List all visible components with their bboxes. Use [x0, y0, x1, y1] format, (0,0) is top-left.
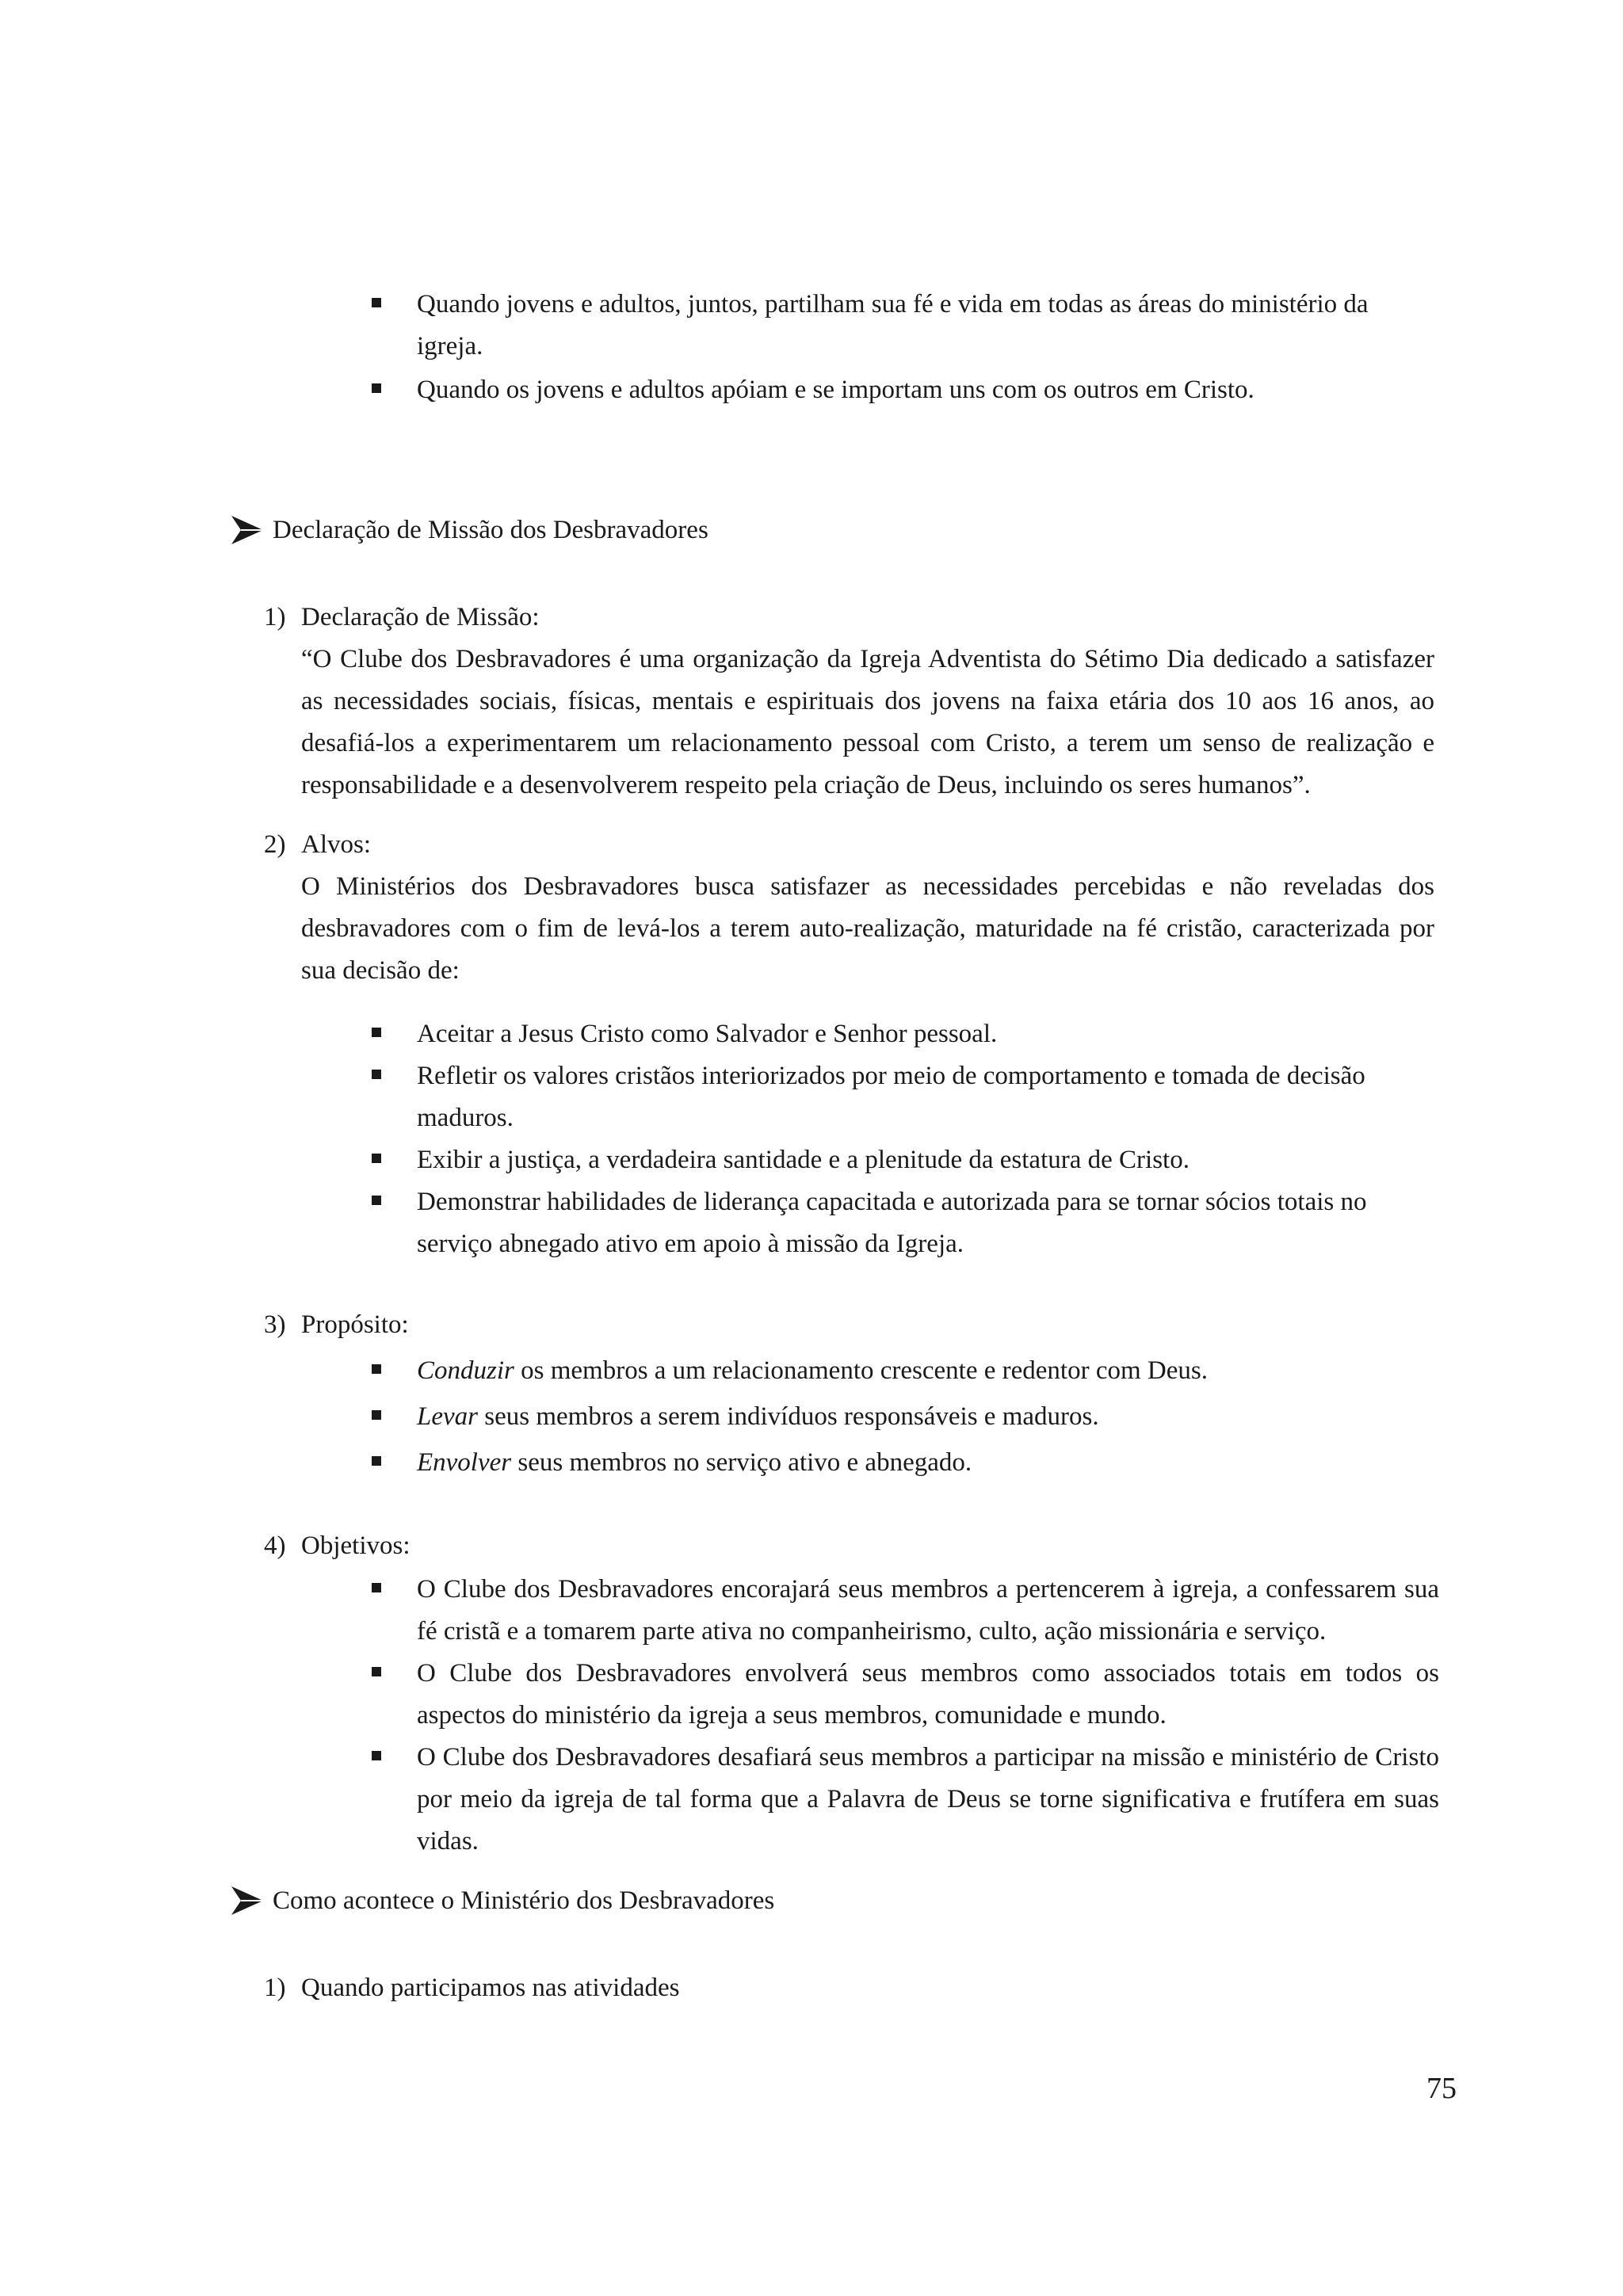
purpose-bullet-2 — [417, 1396, 1439, 1438]
goals-text: O Ministérios dos Desbravadores busca satisfazer as necessidades percebidas e não reveladas dos desbravadores com o fim de levá-los a terem auto-realização, maturidade na fé cristão, caracterizada por sua decisão de: — [301, 872, 1434, 985]
bullet-marker — [372, 383, 381, 393]
item-number: 2) — [264, 830, 286, 859]
purpose-bullet-3 — [417, 1442, 1439, 1484]
bullet-marker — [372, 1196, 381, 1205]
arrow-bullet-icon — [230, 1883, 265, 1918]
purpose-bullet-1 — [417, 1350, 1439, 1392]
bullet-marker — [372, 1154, 381, 1163]
objective-bullet-1: O Clube dos Desbravadores encorajará seus membros a pertencerem à igreja, a confessarem sua fé cristã e a tomarem parte ativa no companheirismo, culto, ação missionária e serviço. — [417, 1575, 1439, 1646]
bullet-text: seus membros a serem indivíduos responsáveis e maduros. — [478, 1402, 1099, 1431]
bullet-marker — [372, 1070, 381, 1079]
goal-bullet-4: Demonstrar habilidades de liderança capacitada e autorizada para se tornar sócios totais no serviço abnegado ativo em apoio à missão da Igreja. — [417, 1188, 1367, 1258]
top-bullet-2: Quando os jovens e adultos apóiam e se importam uns com os outros em Cristo. — [417, 376, 1254, 404]
page-number: 75 — [1426, 2072, 1457, 2105]
bullet-marker — [372, 1583, 381, 1592]
goal-bullet-3: Exibir a justiça, a verdadeira santidade e a plenitude da estatura de Cristo. — [417, 1146, 1190, 1174]
bullet-marker — [372, 298, 381, 307]
item-label: Declaração de Missão: — [301, 603, 540, 631]
bullet-marker — [372, 1364, 381, 1374]
bullet-text: seus membros no serviço ativo e abnegado. — [511, 1448, 972, 1477]
top-bullet-1: Quando jovens e adultos, juntos, partilham sua fé e vida em todas as áreas do ministério da igreja. — [417, 290, 1369, 360]
emphasis-word: Conduzir — [417, 1356, 514, 1385]
goal-bullet-2: Refletir os valores cristãos interiorizados por meio de comportamento e tomada de decisão maduros. — [417, 1062, 1365, 1132]
bullet-text: os membros a um relacionamento crescente e redentor com Deus. — [514, 1356, 1208, 1385]
bullet-marker — [372, 1751, 381, 1760]
emphasis-word: Envolver — [417, 1448, 512, 1477]
item-number: 1) — [264, 1974, 286, 2002]
arrow-bullet-icon — [230, 513, 265, 547]
item-label: Quando participamos nas atividades — [301, 1974, 680, 2002]
objective-bullet-2: O Clube dos Desbravadores envolverá seus membros como associados totais em todos os aspectos do ministério da igreja a seus membros, comunidade e mundo. — [417, 1659, 1439, 1730]
bullet-marker — [372, 1028, 381, 1037]
emphasis-word: Levar — [417, 1402, 478, 1431]
item-label: Alvos: — [301, 830, 372, 859]
bullet-marker — [372, 1410, 381, 1420]
bullet-marker — [372, 1456, 381, 1466]
goal-bullet-1: Aceitar a Jesus Cristo como Salvador e Senhor pessoal. — [417, 1020, 998, 1048]
mission-statement: “O Clube dos Desbravadores é uma organização da Igreja Adventista do Sétimo Dia dedicado a satisfazer as necessidades sociais, físicas, mentais e espirituais dos jovens na faixa etária dos 10 aos 16 anos, ao desafiá-los a experimentarem um relacionamento pessoal com Cristo, a terem um senso de realização e responsabilidade e a desenvolverem respeito pela criação de Deus, incluindo os seres humanos”. — [301, 645, 1434, 799]
section-title: Declaração de Missão dos Desbravadores — [273, 516, 708, 544]
item-label: Propósito: — [301, 1310, 409, 1339]
section-title: Como acontece o Ministério dos Desbravadores — [273, 1886, 775, 1915]
bullet-marker — [372, 1667, 381, 1676]
objective-bullet-3: O Clube dos Desbravadores desafiará seus membros a participar na missão e ministério de Cristo por meio da igreja de tal forma que a Palavra de Deus se torne significativa e frutífera em suas vidas. — [417, 1743, 1439, 1855]
item-number: 1) — [264, 603, 286, 631]
item-number: 3) — [264, 1310, 286, 1339]
item-label: Objetivos: — [301, 1531, 411, 1560]
item-number: 4) — [264, 1531, 286, 1560]
